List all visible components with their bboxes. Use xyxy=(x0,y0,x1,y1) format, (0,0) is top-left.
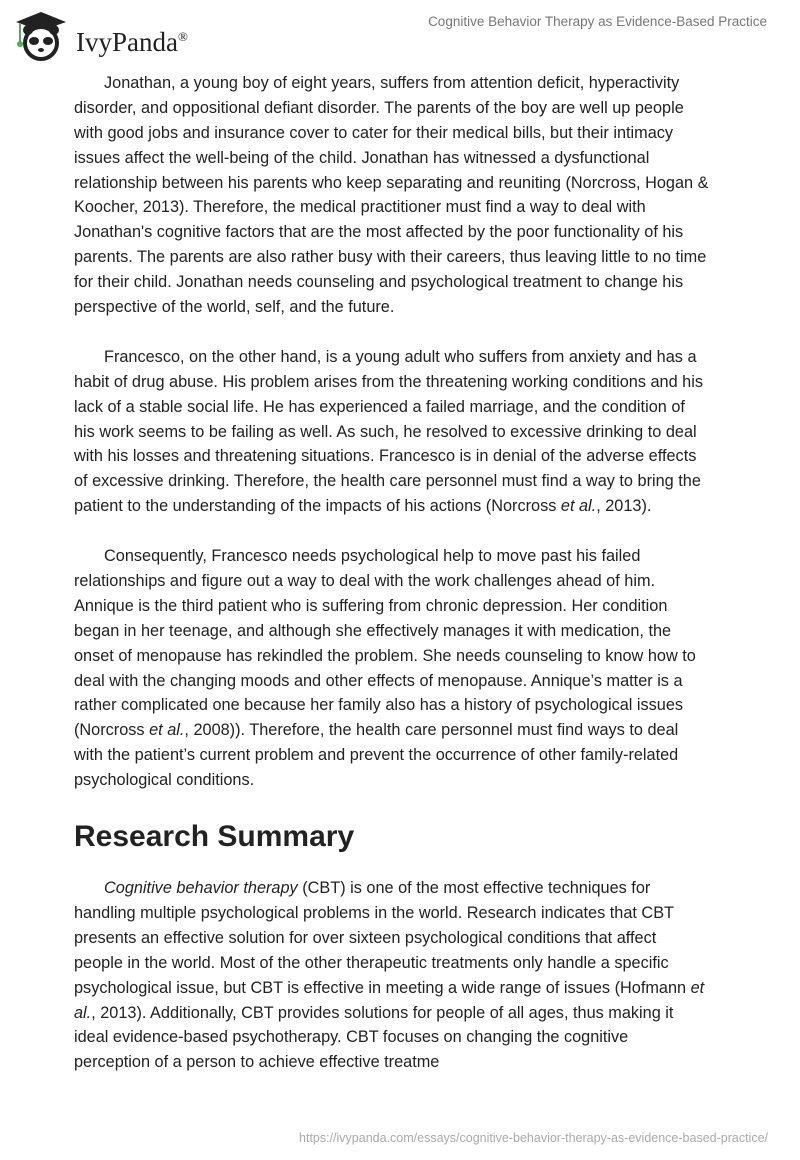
text-line xyxy=(74,146,754,171)
text-line xyxy=(74,644,754,669)
source-url[interactable]: https://ivypanda.com/essays/cognitive-behavior-therapy-as-evidence-based-practice/ xyxy=(299,1131,768,1145)
text-segment: patient to the understanding of the impacts of his actions (Norcross xyxy=(74,497,561,516)
text-segment: Koocher, 2013). Therefore, the medical practitioner must find a way to deal with xyxy=(74,198,646,217)
text-line xyxy=(74,295,754,320)
text-line xyxy=(74,220,754,245)
text-line xyxy=(74,270,754,295)
text-segment: , 2013). Additionally, CBT provides solutions for people of all ages, thus making it xyxy=(91,1003,674,1022)
text-line xyxy=(74,96,754,121)
ivypanda-logo[interactable] xyxy=(12,8,188,62)
text-line xyxy=(74,444,754,469)
text-line xyxy=(74,395,754,420)
text-line xyxy=(74,743,754,768)
text-segment: , 2013). xyxy=(596,497,652,516)
text-segment: Jonathan, a young boy of eight years, suffers from attention deficit, hyperactivity xyxy=(104,74,680,92)
panda-logo-icon xyxy=(12,8,70,62)
text-line xyxy=(74,569,754,594)
text-segment: people in the world. Most of the other therapeutic treatments only handle a specific xyxy=(74,953,669,972)
document-title: Cognitive Behavior Therapy as Evidence-Based Practice xyxy=(428,14,767,29)
text-line xyxy=(74,901,754,926)
registered-mark: ® xyxy=(177,28,188,44)
text-segment: issues affect the well-being of the child. Jonathan has witnessed a dysfunctional xyxy=(74,148,650,167)
text-segment: onset of menopause has rekindled the problem. She needs counseling to know how to xyxy=(74,646,696,665)
research-summary-paragraphs xyxy=(74,876,754,1075)
section-heading: Research Summary xyxy=(74,820,355,854)
text-segment: perspective of the world, self, and the future. xyxy=(74,298,395,317)
text-segment: rather complicated one because her family also has a history of psychological issues xyxy=(74,696,684,715)
italic-text: et al. xyxy=(149,721,185,740)
text-line xyxy=(74,768,754,793)
text-segment: with good jobs and insurance cover to cater for their medical bills, but their intimacy xyxy=(74,123,674,142)
text-segment: Annique is the third patient who is suffering from chronic depression. Her condition xyxy=(74,596,668,615)
text-line xyxy=(74,693,754,718)
paragraph xyxy=(74,71,754,320)
text-segment: psychological conditions. xyxy=(74,771,255,790)
text-line xyxy=(74,121,754,146)
text-line xyxy=(74,345,754,370)
text-line xyxy=(74,245,754,270)
text-segment: for their child. Jonathan needs counseling and psychological treatment to change his xyxy=(74,273,684,292)
text-segment: disorder, and oppositional defiant disorder. The parents of the boy are well up people xyxy=(74,98,684,117)
text-segment: Jonathan's cognitive factors that are the most affected by the poor functionality of his xyxy=(74,223,684,242)
text-line xyxy=(74,876,754,901)
paragraph xyxy=(74,876,754,1075)
text-segment: with his losses and threatening situations. Francesco is in denial of the adverse effects xyxy=(74,447,697,466)
text-segment: habit of drug abuse. His problem arises from the threatening working conditions and his xyxy=(74,372,703,391)
paragraph xyxy=(74,544,754,793)
text-line xyxy=(74,926,754,951)
text-segment: relationships and figure out a way to deal with the work challenges ahead of him. xyxy=(74,572,656,591)
text-segment: Consequently, Francesco needs psychological help to move past his failed xyxy=(104,547,641,566)
text-line xyxy=(74,420,754,445)
italic-text: et al. xyxy=(560,497,597,516)
text-line xyxy=(74,718,754,743)
text-segment: presents an effective solution for over sixteen psychological conditions that affect xyxy=(74,928,657,947)
text-segment: of excessive drinking. Therefore, the health care personnel must find a way to bring the xyxy=(74,472,701,491)
text-line xyxy=(74,669,754,694)
text-segment: (CBT) is one of the most effective techniques for xyxy=(297,879,651,898)
text-segment: with the patient’s current problem and prevent the occurrence of other family-related xyxy=(74,746,679,765)
text-line xyxy=(74,976,754,1001)
text-line xyxy=(74,469,754,494)
text-line xyxy=(74,171,754,196)
text-segment: parents. The parents are also rather busy with their careers, thus leaving little to no time xyxy=(74,248,707,267)
italic-text: et xyxy=(690,978,705,997)
text-segment: psychological issue, but CBT is effective in meeting a wide range of issues (Hofmann xyxy=(74,978,691,997)
text-segment: perception of a person to achieve effective treatme xyxy=(74,1053,440,1072)
text-line xyxy=(74,951,754,976)
text-line xyxy=(74,1025,754,1050)
italic-text: al. xyxy=(74,1003,92,1022)
text-line xyxy=(74,619,754,644)
text-line xyxy=(74,494,754,519)
italic-text: Cognitive behavior therapy xyxy=(104,879,298,898)
text-segment: ideal evidence-based psychotherapy. CBT focuses on changing the cognitive xyxy=(74,1028,629,1047)
text-segment: deal with the changing moods and other effects of menopause. Annique’s matter is a xyxy=(74,671,683,690)
text-line xyxy=(74,544,754,569)
text-line xyxy=(74,1001,754,1026)
logo-text xyxy=(76,27,188,58)
text-line xyxy=(74,195,754,220)
text-segment: began in her teenage, and although she effectively manages it with medication, the xyxy=(74,621,672,640)
text-line xyxy=(74,594,754,619)
text-segment: relationship between his parents who keep separating and reuniting (Norcross, Hogan & xyxy=(74,173,709,192)
text-segment: , 2008)). Therefore, the health care personnel must find ways to deal xyxy=(184,721,679,740)
text-segment: lack of a stable social life. He has experienced a failed marriage, and the condition of xyxy=(74,397,685,416)
essay-body xyxy=(74,71,754,1100)
text-segment: his work seems to be failing as well. As such, he resolved to excessive drinking to deal xyxy=(74,422,697,441)
text-segment: Francesco, on the other hand, is a young adult who suffers from anxiety and has a xyxy=(104,347,697,366)
text-segment: (Norcross xyxy=(74,721,150,740)
logo-name: IvyPanda xyxy=(76,26,178,57)
text-segment: handling multiple psychological problems in the world. Research indicates that CBT xyxy=(74,903,674,922)
text-line xyxy=(74,370,754,395)
text-line xyxy=(74,71,754,96)
paragraph xyxy=(74,345,754,519)
text-line xyxy=(74,1050,754,1075)
intro-paragraphs xyxy=(74,71,754,793)
